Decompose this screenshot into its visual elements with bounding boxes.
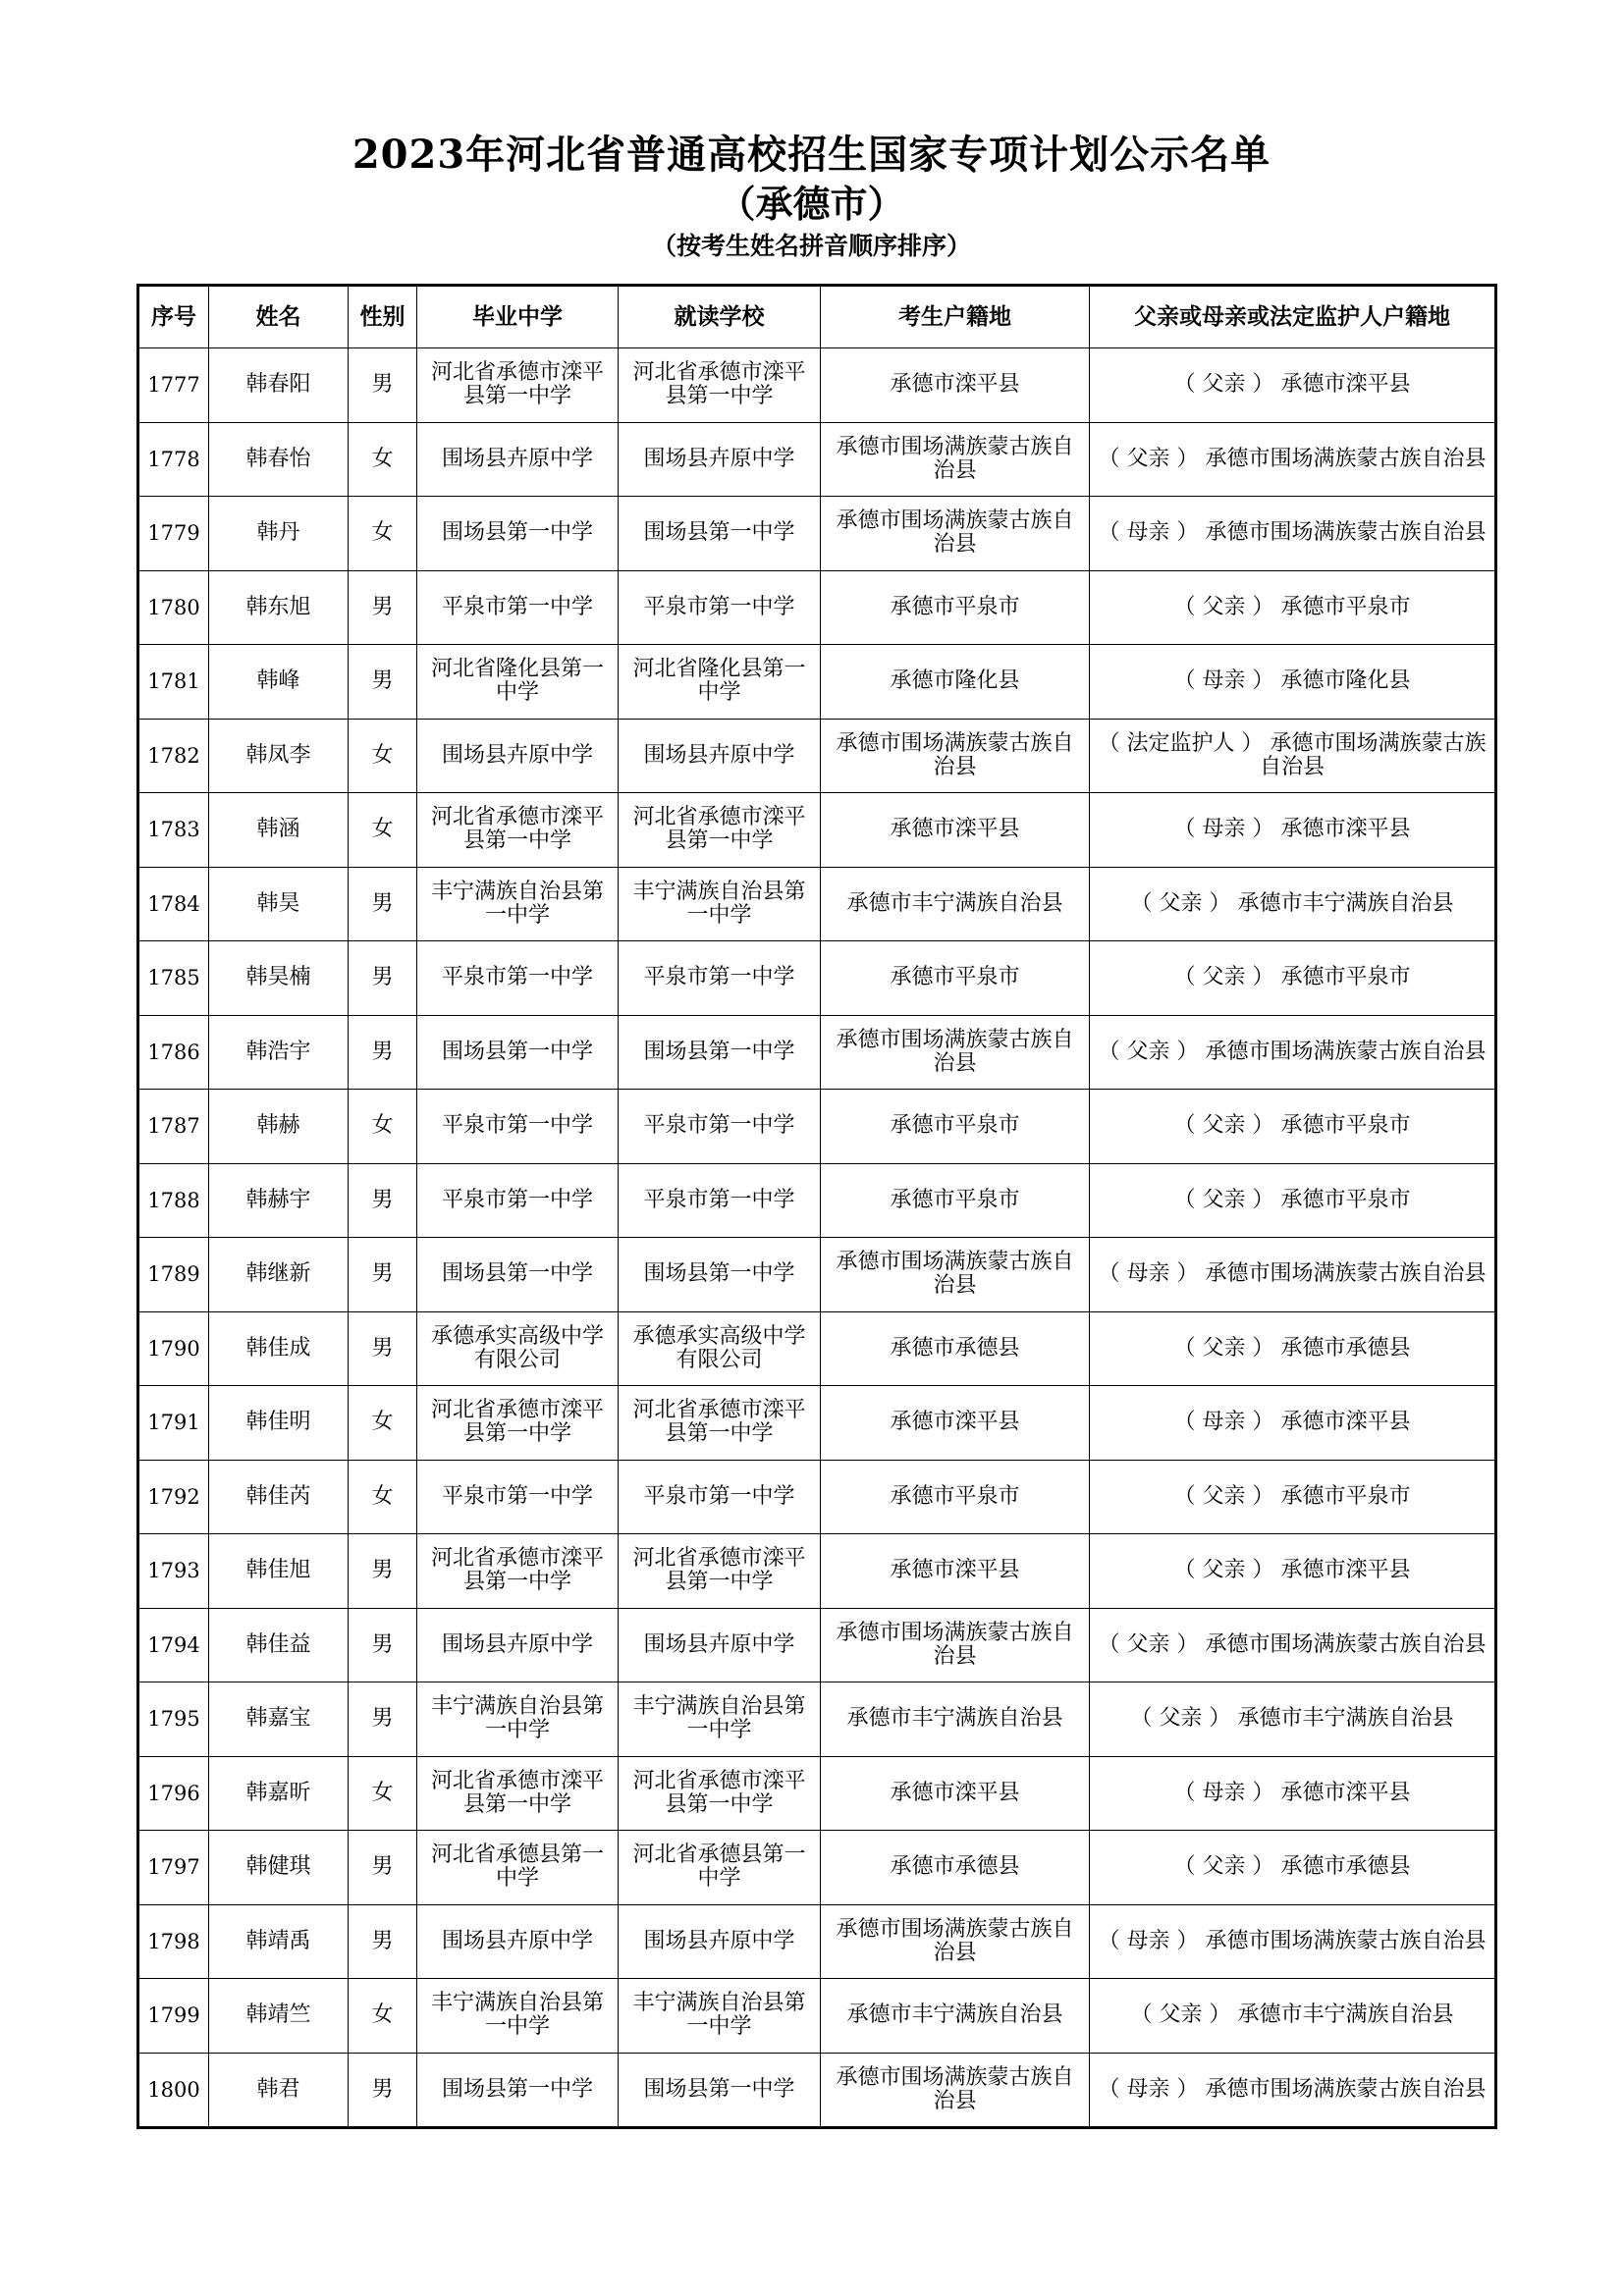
cell-guardian-hukou: （ 母亲 ） 承德市滦平县 <box>1090 793 1496 868</box>
cell-name: 韩靖禹 <box>209 1904 349 1979</box>
cell-graduated-school: 丰宁满族自治县第一中学 <box>417 1682 619 1757</box>
cell-graduated-school: 河北省承德市滦平县第一中学 <box>417 348 619 423</box>
cell-gender: 男 <box>349 1163 417 1238</box>
cell-gender: 男 <box>349 1238 417 1312</box>
cell-current-school: 围场县第一中学 <box>619 2053 821 2128</box>
cell-name: 韩凤李 <box>209 719 349 793</box>
table-row <box>138 1608 1496 1682</box>
cell-graduated-school: 河北省承德市滦平县第一中学 <box>417 1534 619 1609</box>
cell-seq: 1792 <box>138 1460 209 1534</box>
cell-gender: 女 <box>349 1756 417 1831</box>
header-name: 姓名 <box>209 286 349 348</box>
cell-current-school: 平泉市第一中学 <box>619 941 821 1016</box>
cell-graduated-school: 围场县第一中学 <box>417 1015 619 1090</box>
cell-hukou: 承德市滦平县 <box>821 1534 1090 1609</box>
cell-guardian-hukou: （ 父亲 ） 承德市承德县 <box>1090 1311 1496 1386</box>
table-row <box>138 422 1496 497</box>
cell-guardian-hukou: （ 父亲 ） 承德市围场满族蒙古族自治县 <box>1090 1608 1496 1682</box>
cell-graduated-school: 围场县卉原中学 <box>417 719 619 793</box>
table-row <box>138 570 1496 645</box>
table-row <box>138 1756 1496 1831</box>
cell-guardian-hukou: （ 母亲 ） 承德市围场满族蒙古族自治县 <box>1090 1238 1496 1312</box>
cell-seq: 1780 <box>138 570 209 645</box>
cell-seq: 1778 <box>138 422 209 497</box>
cell-name: 韩浩宇 <box>209 1015 349 1090</box>
sort-note: （按考生姓名拼音顺序排序） <box>651 232 971 260</box>
cell-guardian-hukou: （ 父亲 ） 承德市围场满族蒙古族自治县 <box>1090 422 1496 497</box>
cell-guardian-hukou: （ 父亲 ） 承德市承德县 <box>1090 1831 1496 1905</box>
header-graduated-school: 毕业中学 <box>417 286 619 348</box>
cell-current-school: 河北省承德县第一中学 <box>619 1831 821 1905</box>
cell-seq: 1787 <box>138 1090 209 1164</box>
cell-hukou: 承德市围场满族蒙古族自治县 <box>821 2053 1090 2128</box>
cell-gender: 男 <box>349 1608 417 1682</box>
cell-current-school: 河北省承德市滦平县第一中学 <box>619 793 821 868</box>
cell-name: 韩赫宇 <box>209 1163 349 1238</box>
table-row <box>138 1682 1496 1757</box>
cell-current-school: 平泉市第一中学 <box>619 570 821 645</box>
cell-graduated-school: 承德承实高级中学有限公司 <box>417 1311 619 1386</box>
cell-gender: 女 <box>349 1460 417 1534</box>
cell-current-school: 丰宁满族自治县第一中学 <box>619 1682 821 1757</box>
cell-name: 韩佳明 <box>209 1386 349 1461</box>
cell-gender: 女 <box>349 497 417 571</box>
roster-table <box>136 284 1497 2129</box>
cell-current-school: 平泉市第一中学 <box>619 1163 821 1238</box>
cell-hukou: 承德市滦平县 <box>821 793 1090 868</box>
header-gender: 性别 <box>349 286 417 348</box>
table-row <box>138 1904 1496 1979</box>
cell-seq: 1796 <box>138 1756 209 1831</box>
cell-name: 韩靖竺 <box>209 1979 349 2054</box>
cell-graduated-school: 河北省承德县第一中学 <box>417 1831 619 1905</box>
cell-current-school: 河北省隆化县第一中学 <box>619 645 821 720</box>
cell-current-school: 围场县卉原中学 <box>619 719 821 793</box>
table-row <box>138 1979 1496 2054</box>
table-row <box>138 1534 1496 1609</box>
page-title: 2023年河北省普通高校招生国家专项计划公示名单 <box>352 132 1271 178</box>
table-row <box>138 1460 1496 1534</box>
cell-seq: 1784 <box>138 867 209 941</box>
table-row <box>138 719 1496 793</box>
cell-graduated-school: 围场县卉原中学 <box>417 1608 619 1682</box>
cell-current-school: 河北省承德市滦平县第一中学 <box>619 1386 821 1461</box>
cell-current-school: 河北省承德市滦平县第一中学 <box>619 1534 821 1609</box>
table-row <box>138 1090 1496 1164</box>
cell-gender: 男 <box>349 645 417 720</box>
cell-seq: 1777 <box>138 348 209 423</box>
cell-guardian-hukou: （ 父亲 ） 承德市围场满族蒙古族自治县 <box>1090 1015 1496 1090</box>
table-row <box>138 941 1496 1016</box>
table-row <box>138 867 1496 941</box>
cell-graduated-school: 河北省承德市滦平县第一中学 <box>417 793 619 868</box>
cell-seq: 1794 <box>138 1608 209 1682</box>
table-row <box>138 497 1496 571</box>
cell-current-school: 围场县第一中学 <box>619 497 821 571</box>
cell-hukou: 承德市滦平县 <box>821 348 1090 423</box>
cell-graduated-school: 平泉市第一中学 <box>417 1090 619 1164</box>
cell-current-school: 承德承实高级中学有限公司 <box>619 1311 821 1386</box>
table-row <box>138 793 1496 868</box>
cell-gender: 男 <box>349 1904 417 1979</box>
cell-seq: 1793 <box>138 1534 209 1609</box>
cell-current-school: 丰宁满族自治县第一中学 <box>619 867 821 941</box>
cell-seq: 1782 <box>138 719 209 793</box>
header-hukou: 考生户籍地 <box>821 286 1090 348</box>
cell-gender: 女 <box>349 422 417 497</box>
cell-name: 韩佳成 <box>209 1311 349 1386</box>
cell-guardian-hukou: （ 父亲 ） 承德市平泉市 <box>1090 941 1496 1016</box>
cell-graduated-school: 丰宁满族自治县第一中学 <box>417 867 619 941</box>
cell-guardian-hukou: （ 父亲 ） 承德市滦平县 <box>1090 348 1496 423</box>
table-row <box>138 348 1496 423</box>
cell-hukou: 承德市围场满族蒙古族自治县 <box>821 719 1090 793</box>
cell-seq: 1798 <box>138 1904 209 1979</box>
cell-name: 韩君 <box>209 2053 349 2128</box>
cell-guardian-hukou: （ 父亲 ） 承德市平泉市 <box>1090 570 1496 645</box>
cell-graduated-school: 围场县卉原中学 <box>417 422 619 497</box>
cell-seq: 1783 <box>138 793 209 868</box>
cell-hukou: 承德市平泉市 <box>821 1460 1090 1534</box>
cell-name: 韩涵 <box>209 793 349 868</box>
cell-gender: 男 <box>349 867 417 941</box>
cell-name: 韩赫 <box>209 1090 349 1164</box>
page-subtitle: （承德市） <box>718 182 905 226</box>
cell-name: 韩东旭 <box>209 570 349 645</box>
cell-gender: 女 <box>349 1979 417 2054</box>
cell-hukou: 承德市平泉市 <box>821 570 1090 645</box>
cell-hukou: 承德市丰宁满族自治县 <box>821 1682 1090 1757</box>
cell-name: 韩佳益 <box>209 1608 349 1682</box>
table-row <box>138 1386 1496 1461</box>
cell-hukou: 承德市滦平县 <box>821 1756 1090 1831</box>
cell-name: 韩嘉宝 <box>209 1682 349 1757</box>
cell-gender: 男 <box>349 1311 417 1386</box>
cell-gender: 女 <box>349 1090 417 1164</box>
cell-graduated-school: 丰宁满族自治县第一中学 <box>417 1979 619 2054</box>
cell-hukou: 承德市滦平县 <box>821 1386 1090 1461</box>
cell-gender: 女 <box>349 1386 417 1461</box>
cell-guardian-hukou: （ 母亲 ） 承德市围场满族蒙古族自治县 <box>1090 1904 1496 1979</box>
header-seq: 序号 <box>138 286 209 348</box>
header-guardian-hukou: 父亲或母亲或法定监护人户籍地 <box>1090 286 1496 348</box>
table-row <box>138 1311 1496 1386</box>
cell-seq: 1795 <box>138 1682 209 1757</box>
cell-hukou: 承德市围场满族蒙古族自治县 <box>821 1015 1090 1090</box>
cell-hukou: 承德市承德县 <box>821 1311 1090 1386</box>
cell-name: 韩继新 <box>209 1238 349 1312</box>
cell-gender: 男 <box>349 1682 417 1757</box>
cell-seq: 1781 <box>138 645 209 720</box>
cell-graduated-school: 围场县卉原中学 <box>417 1904 619 1979</box>
cell-hukou: 承德市围场满族蒙古族自治县 <box>821 497 1090 571</box>
cell-graduated-school: 河北省隆化县第一中学 <box>417 645 619 720</box>
cell-name: 韩健琪 <box>209 1831 349 1905</box>
cell-guardian-hukou: （ 法定监护人 ） 承德市围场满族蒙古族自治县 <box>1090 719 1496 793</box>
cell-name: 韩佳芮 <box>209 1460 349 1534</box>
table-row <box>138 1831 1496 1905</box>
cell-name: 韩春怡 <box>209 422 349 497</box>
table-row <box>138 1015 1496 1090</box>
cell-current-school: 围场县卉原中学 <box>619 1608 821 1682</box>
cell-graduated-school: 围场县第一中学 <box>417 497 619 571</box>
cell-current-school: 围场县卉原中学 <box>619 422 821 497</box>
cell-current-school: 丰宁满族自治县第一中学 <box>619 1979 821 2054</box>
cell-gender: 男 <box>349 2053 417 2128</box>
cell-gender: 男 <box>349 941 417 1016</box>
cell-seq: 1785 <box>138 941 209 1016</box>
table-row <box>138 645 1496 720</box>
cell-guardian-hukou: （ 母亲 ） 承德市滦平县 <box>1090 1386 1496 1461</box>
cell-hukou: 承德市围场满族蒙古族自治县 <box>821 1904 1090 1979</box>
table-header-row <box>138 286 1496 348</box>
cell-guardian-hukou: （ 父亲 ） 承德市平泉市 <box>1090 1090 1496 1164</box>
cell-current-school: 河北省承德市滦平县第一中学 <box>619 348 821 423</box>
cell-current-school: 河北省承德市滦平县第一中学 <box>619 1756 821 1831</box>
cell-name: 韩昊 <box>209 867 349 941</box>
cell-graduated-school: 平泉市第一中学 <box>417 941 619 1016</box>
cell-hukou: 承德市平泉市 <box>821 1090 1090 1164</box>
cell-gender: 女 <box>349 719 417 793</box>
cell-gender: 男 <box>349 1015 417 1090</box>
cell-graduated-school: 围场县第一中学 <box>417 2053 619 2128</box>
cell-name: 韩峰 <box>209 645 349 720</box>
cell-graduated-school: 平泉市第一中学 <box>417 1163 619 1238</box>
cell-guardian-hukou: （ 母亲 ） 承德市围场满族蒙古族自治县 <box>1090 2053 1496 2128</box>
cell-current-school: 围场县卉原中学 <box>619 1904 821 1979</box>
cell-current-school: 平泉市第一中学 <box>619 1090 821 1164</box>
cell-seq: 1779 <box>138 497 209 571</box>
cell-seq: 1799 <box>138 1979 209 2054</box>
table-row <box>138 1163 1496 1238</box>
cell-graduated-school: 平泉市第一中学 <box>417 1460 619 1534</box>
cell-hukou: 承德市围场满族蒙古族自治县 <box>821 1608 1090 1682</box>
cell-gender: 女 <box>349 793 417 868</box>
cell-guardian-hukou: （ 父亲 ） 承德市丰宁满族自治县 <box>1090 1979 1496 2054</box>
cell-guardian-hukou: （ 父亲 ） 承德市平泉市 <box>1090 1460 1496 1534</box>
cell-seq: 1788 <box>138 1163 209 1238</box>
cell-gender: 男 <box>349 570 417 645</box>
cell-guardian-hukou: （ 父亲 ） 承德市丰宁满族自治县 <box>1090 1682 1496 1757</box>
cell-graduated-school: 河北省承德市滦平县第一中学 <box>417 1386 619 1461</box>
cell-gender: 男 <box>349 348 417 423</box>
cell-guardian-hukou: （ 母亲 ） 承德市围场满族蒙古族自治县 <box>1090 497 1496 571</box>
cell-hukou: 承德市隆化县 <box>821 645 1090 720</box>
cell-guardian-hukou: （ 父亲 ） 承德市滦平县 <box>1090 1534 1496 1609</box>
cell-guardian-hukou: （ 父亲 ） 承德市丰宁满族自治县 <box>1090 867 1496 941</box>
cell-seq: 1791 <box>138 1386 209 1461</box>
cell-current-school: 围场县第一中学 <box>619 1015 821 1090</box>
cell-hukou: 承德市丰宁满族自治县 <box>821 1979 1090 2054</box>
cell-name: 韩嘉昕 <box>209 1756 349 1831</box>
cell-gender: 男 <box>349 1831 417 1905</box>
cell-graduated-school: 围场县第一中学 <box>417 1238 619 1312</box>
header-current-school: 就读学校 <box>619 286 821 348</box>
cell-seq: 1789 <box>138 1238 209 1312</box>
cell-hukou: 承德市平泉市 <box>821 941 1090 1016</box>
cell-name: 韩佳旭 <box>209 1534 349 1609</box>
cell-graduated-school: 河北省承德市滦平县第一中学 <box>417 1756 619 1831</box>
table-row <box>138 1238 1496 1312</box>
cell-name: 韩丹 <box>209 497 349 571</box>
cell-guardian-hukou: （ 母亲 ） 承德市滦平县 <box>1090 1756 1496 1831</box>
cell-seq: 1790 <box>138 1311 209 1386</box>
cell-current-school: 围场县第一中学 <box>619 1238 821 1312</box>
cell-seq: 1797 <box>138 1831 209 1905</box>
cell-gender: 男 <box>349 1534 417 1609</box>
cell-seq: 1786 <box>138 1015 209 1090</box>
cell-guardian-hukou: （ 母亲 ） 承德市隆化县 <box>1090 645 1496 720</box>
cell-hukou: 承德市围场满族蒙古族自治县 <box>821 422 1090 497</box>
cell-guardian-hukou: （ 父亲 ） 承德市平泉市 <box>1090 1163 1496 1238</box>
table-row <box>138 2053 1496 2128</box>
cell-current-school: 平泉市第一中学 <box>619 1460 821 1534</box>
cell-hukou: 承德市围场满族蒙古族自治县 <box>821 1238 1090 1312</box>
cell-hukou: 承德市承德县 <box>821 1831 1090 1905</box>
cell-name: 韩昊楠 <box>209 941 349 1016</box>
cell-hukou: 承德市丰宁满族自治县 <box>821 867 1090 941</box>
cell-graduated-school: 平泉市第一中学 <box>417 570 619 645</box>
cell-seq: 1800 <box>138 2053 209 2128</box>
cell-name: 韩春阳 <box>209 348 349 423</box>
cell-hukou: 承德市平泉市 <box>821 1163 1090 1238</box>
